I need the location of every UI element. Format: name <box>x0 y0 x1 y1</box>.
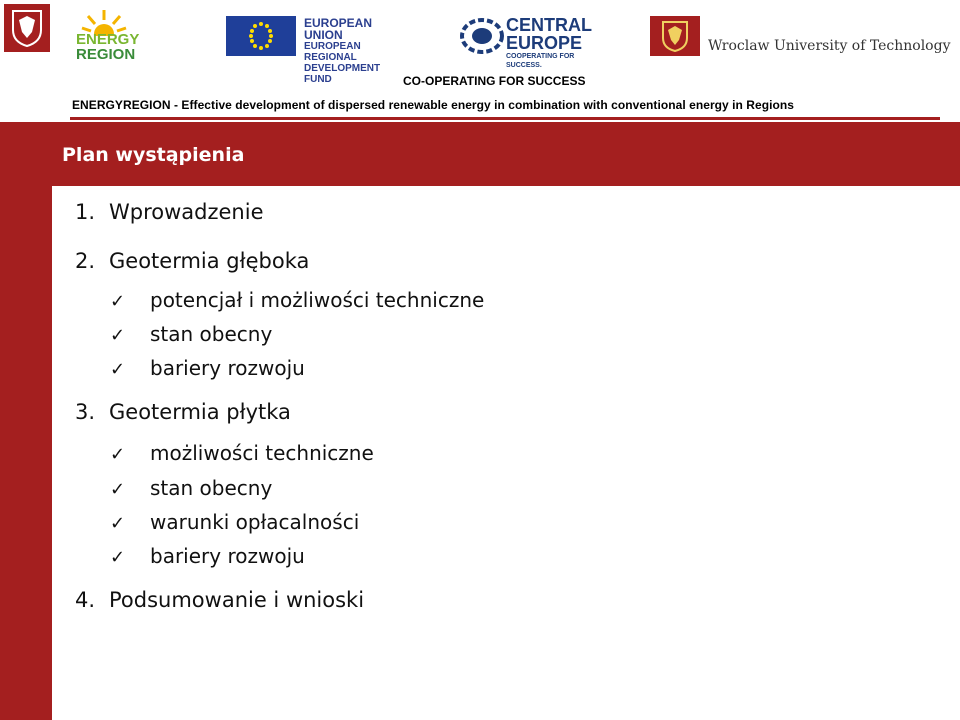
outline-label: Wprowadzenie <box>109 200 264 224</box>
eu-line1: EUROPEAN UNION <box>304 16 373 42</box>
energy-logo-word1: ENERGY <box>76 31 140 48</box>
ce-tagline: COOPERATING FOR SUCCESS. <box>506 53 575 69</box>
energy-region-logo <box>70 8 180 63</box>
header-divider <box>70 117 940 120</box>
outline-item-1 <box>75 200 264 224</box>
eu-line3: DEVELOPMENT FUND <box>304 63 381 85</box>
central-europe-logo <box>460 14 610 69</box>
university-logo <box>650 16 951 58</box>
outline-subitem <box>110 476 272 500</box>
subitem-label: warunki opłacalności <box>150 510 360 534</box>
subitem-label: stan obecny <box>150 322 273 346</box>
check-icon: ✓ <box>110 291 126 312</box>
ce-line1: CENTRAL <box>506 15 592 35</box>
outline-label: Geotermia płytka <box>109 400 291 424</box>
subitem-label: stan obecny <box>150 476 273 500</box>
university-name: Wroclaw University of Technology <box>708 38 951 54</box>
globe-icon <box>460 18 504 54</box>
check-icon: ✓ <box>110 359 126 380</box>
outline-subitem <box>110 544 305 568</box>
project-line: ENERGYREGION - Effective development of dispersed renewable energy in combination with conventional energy in Regions <box>72 98 794 112</box>
outline-subitem <box>110 288 484 312</box>
outline-number: 1. <box>75 200 96 224</box>
outline-item-3 <box>75 400 291 424</box>
slogan-text: CO-OPERATING FOR SUCCESS <box>403 74 586 88</box>
check-icon: ✓ <box>110 479 126 500</box>
subitem-label: możliwości techniczne <box>150 441 374 465</box>
outline-subitem <box>110 510 359 534</box>
outline-number: 2. <box>75 249 96 273</box>
check-icon: ✓ <box>110 547 126 568</box>
outline-subitem <box>110 322 272 346</box>
outline-number: 4. <box>75 588 96 612</box>
check-icon: ✓ <box>110 513 126 534</box>
outline-item-2 <box>75 249 309 273</box>
university-crest-icon <box>4 4 50 52</box>
outline-label: Geotermia głęboka <box>109 249 310 273</box>
check-icon: ✓ <box>110 325 126 346</box>
outline-label: Podsumowanie i wnioski <box>109 588 365 612</box>
eu-flag-icon <box>226 16 296 56</box>
subitem-label: potencjał i możliwości techniczne <box>150 288 485 312</box>
subitem-label: bariery rozwoju <box>150 356 305 380</box>
energy-logo-word2: REGION <box>76 46 136 63</box>
outline-subitem <box>110 356 305 380</box>
title-band <box>52 122 960 186</box>
left-accent-stripe <box>0 122 52 720</box>
outline-subitem <box>110 441 374 465</box>
slide-title: Plan wystąpienia <box>62 144 245 166</box>
eu-logo <box>226 16 402 85</box>
eu-line2: EUROPEAN REGIONAL <box>304 41 361 63</box>
header-logos <box>0 0 960 85</box>
ce-line2: EUROPE <box>506 33 583 53</box>
eagle-crest-icon <box>650 16 700 56</box>
outline-number: 3. <box>75 400 96 424</box>
subitem-label: bariery rozwoju <box>150 544 305 568</box>
outline-item-4 <box>75 588 364 612</box>
check-icon: ✓ <box>110 444 126 465</box>
